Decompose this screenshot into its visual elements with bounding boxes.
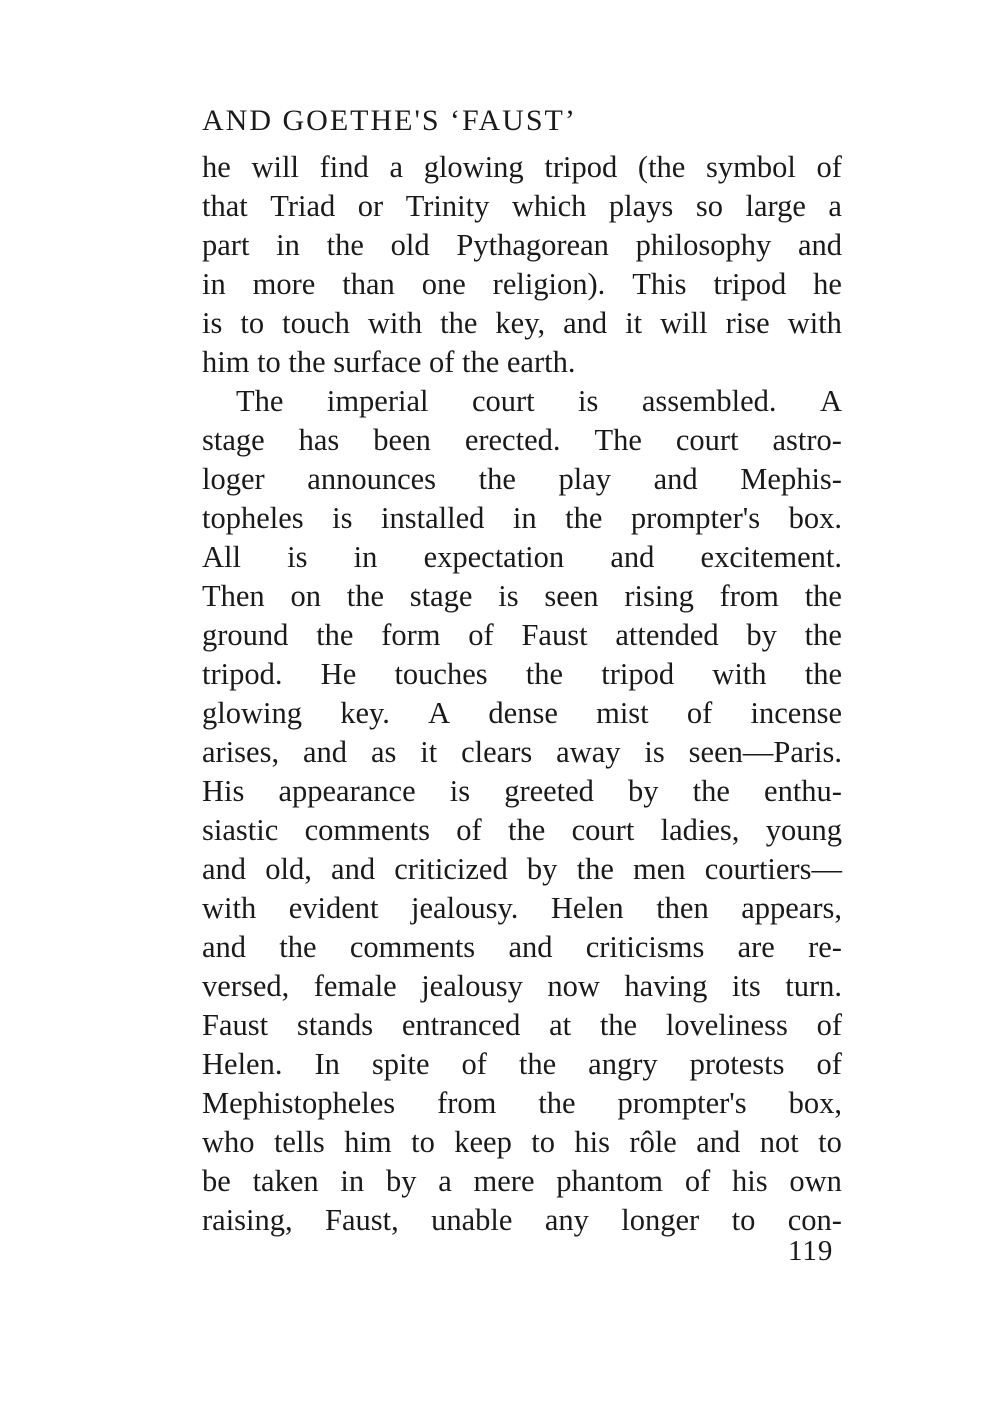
- word: from: [719, 579, 779, 613]
- word: to: [818, 1125, 842, 1159]
- word: one: [421, 267, 466, 301]
- word: rising: [624, 579, 694, 613]
- word: that: [202, 189, 248, 223]
- word: of: [816, 1008, 842, 1042]
- word: loger: [202, 462, 265, 496]
- word: in: [276, 228, 300, 262]
- word: installed: [381, 501, 485, 535]
- word: box,: [788, 1086, 842, 1120]
- word: the: [518, 1047, 557, 1081]
- word: Helen.: [202, 1047, 283, 1081]
- word: unable: [431, 1203, 513, 1237]
- word: court: [675, 423, 739, 457]
- word: of: [816, 150, 842, 184]
- word: protests: [689, 1047, 785, 1081]
- word: from: [437, 1086, 497, 1120]
- word: arises,: [202, 735, 280, 769]
- word: in: [512, 501, 537, 535]
- body-text: [202, 148, 842, 1240]
- word: glowing: [202, 696, 302, 730]
- word: stage: [202, 423, 265, 457]
- word: symbol: [706, 150, 796, 184]
- word: the: [576, 852, 614, 886]
- word: The: [236, 384, 284, 418]
- word: angry: [588, 1047, 658, 1081]
- word: comments: [304, 813, 430, 847]
- word: mere: [473, 1164, 535, 1198]
- word: old,: [265, 852, 312, 886]
- word: stage: [409, 579, 473, 613]
- word: A: [428, 696, 451, 730]
- word: and: [331, 852, 376, 886]
- text-line: [202, 577, 842, 616]
- text-line: him to the surface of the earth.: [202, 345, 576, 379]
- word: In: [314, 1047, 340, 1081]
- word: criticisms: [585, 930, 705, 964]
- word: of: [684, 1164, 711, 1198]
- word: Mephistopheles: [202, 1086, 396, 1120]
- word: his: [732, 1164, 768, 1198]
- word: a: [389, 150, 403, 184]
- word: of: [456, 813, 482, 847]
- word: who: [202, 1125, 255, 1159]
- word: is: [449, 774, 471, 808]
- word: This: [632, 267, 687, 301]
- word: the: [316, 618, 354, 652]
- word: the: [346, 579, 384, 613]
- word: the: [804, 579, 842, 613]
- word: young: [765, 813, 842, 847]
- word: His: [202, 774, 245, 808]
- word: touches: [394, 657, 488, 691]
- word: Faust: [202, 1008, 269, 1042]
- word: A: [819, 384, 842, 418]
- word: touch: [282, 306, 350, 340]
- word: philosophy: [635, 228, 772, 262]
- text-line: [202, 694, 842, 733]
- word: seen: [544, 579, 599, 613]
- word: is: [578, 384, 599, 418]
- word: key,: [495, 306, 546, 340]
- word: he: [813, 267, 842, 301]
- word: is: [287, 540, 308, 574]
- word: on: [290, 579, 321, 613]
- word: the: [804, 618, 842, 652]
- word: own: [789, 1164, 842, 1198]
- word: (the: [637, 150, 686, 184]
- word: of: [468, 618, 494, 652]
- word: raising,: [202, 1203, 293, 1237]
- text-line: [202, 1045, 842, 1084]
- word: astro-: [772, 423, 842, 457]
- word: versed,: [202, 969, 290, 1003]
- word: religion).: [492, 267, 606, 301]
- word: con-: [787, 1203, 842, 1237]
- text-line: [202, 1162, 842, 1201]
- word: and: [610, 540, 655, 574]
- word: ladies,: [660, 813, 740, 847]
- word: find: [319, 150, 369, 184]
- word: with: [712, 657, 767, 691]
- word: the: [478, 462, 516, 496]
- word: by: [385, 1164, 417, 1198]
- word: tripod.: [202, 657, 283, 691]
- word: loveliness: [665, 1008, 788, 1042]
- text-line: [202, 967, 842, 1006]
- word: in: [340, 1164, 365, 1198]
- word: Trinity: [405, 189, 490, 223]
- word: away: [556, 735, 621, 769]
- word: and: [653, 462, 698, 496]
- word: erected.: [464, 423, 561, 457]
- text-line: [202, 1123, 842, 1162]
- word: comments: [349, 930, 476, 964]
- text-line: [202, 811, 842, 850]
- word: by: [628, 774, 659, 808]
- word: jealousy.: [411, 891, 519, 925]
- word: the: [326, 228, 364, 262]
- word: the: [692, 774, 730, 808]
- word: to: [240, 306, 265, 340]
- word: is: [332, 501, 353, 535]
- word: not: [759, 1125, 799, 1159]
- word: incense: [750, 696, 842, 730]
- word: the: [565, 501, 603, 535]
- word: of: [816, 1047, 842, 1081]
- word: are: [737, 930, 775, 964]
- word: in: [353, 540, 378, 574]
- text-line: [202, 1201, 842, 1240]
- text-line: [202, 850, 842, 889]
- word: rise: [725, 306, 770, 340]
- text-line: [202, 1084, 842, 1123]
- word: The: [594, 423, 642, 457]
- word: it: [625, 306, 643, 340]
- word: longer: [621, 1203, 700, 1237]
- word: form: [381, 618, 441, 652]
- word: plays: [608, 189, 674, 223]
- word: and: [508, 930, 553, 964]
- word: turn.: [785, 969, 842, 1003]
- word: has: [298, 423, 340, 457]
- word: tells: [273, 1125, 325, 1159]
- word: been: [373, 423, 431, 457]
- word: court: [571, 813, 635, 847]
- word: tripod: [713, 267, 787, 301]
- word: stands: [296, 1008, 374, 1042]
- text-line: [202, 616, 842, 655]
- word: part: [202, 228, 250, 262]
- word: the: [508, 813, 546, 847]
- running-head: AND GOETHE'S ‘FAUST’: [202, 104, 577, 137]
- text-line: [202, 538, 842, 577]
- word: key.: [340, 696, 390, 730]
- text-line: [202, 928, 842, 967]
- word: evident: [288, 891, 379, 925]
- text-line: [202, 226, 842, 265]
- word: be: [202, 1164, 231, 1198]
- word: or: [357, 189, 384, 223]
- word: phantom: [556, 1164, 664, 1198]
- word: greeted: [504, 774, 594, 808]
- word: will: [660, 306, 708, 340]
- word: spite: [371, 1047, 430, 1081]
- word: glowing: [423, 150, 524, 184]
- word: with: [367, 306, 423, 340]
- word: with: [202, 891, 257, 925]
- word: it: [420, 735, 438, 769]
- word: appears,: [741, 891, 842, 925]
- word: having: [624, 969, 708, 1003]
- word: topheles: [202, 501, 304, 535]
- word: jealousy: [421, 969, 523, 1003]
- word: assembled.: [641, 384, 777, 418]
- word: a: [438, 1164, 452, 1198]
- word: box.: [788, 501, 842, 535]
- word: female: [313, 969, 397, 1003]
- word: to: [531, 1125, 555, 1159]
- word: taken: [252, 1164, 319, 1198]
- word: the: [599, 1008, 638, 1042]
- word: by: [526, 852, 558, 886]
- word: criticized: [394, 852, 508, 886]
- word: courtiers—: [704, 852, 842, 886]
- text-line: [202, 148, 842, 187]
- word: prompter's: [617, 1086, 747, 1120]
- text-line: [202, 499, 842, 538]
- word: appearance: [278, 774, 416, 808]
- text-line: [202, 421, 842, 460]
- word: its: [731, 969, 761, 1003]
- text-line: [202, 1006, 842, 1045]
- word: court: [471, 384, 535, 418]
- word: now: [547, 969, 600, 1003]
- word: the: [538, 1086, 576, 1120]
- word: more: [252, 267, 316, 301]
- word: he: [202, 150, 231, 184]
- word: tripod: [544, 150, 618, 184]
- word: announces: [307, 462, 437, 496]
- word: dense: [488, 696, 558, 730]
- word: siastic: [202, 813, 279, 847]
- word: seen—Paris.: [688, 735, 842, 769]
- word: of: [686, 696, 713, 730]
- word: tripod: [601, 657, 675, 691]
- word: Triad: [270, 189, 336, 223]
- word: ground: [202, 618, 289, 652]
- word: Faust: [521, 618, 588, 652]
- word: Mephis-: [740, 462, 842, 496]
- word: All: [202, 540, 241, 574]
- text-line: [202, 733, 842, 772]
- word: him: [344, 1125, 392, 1159]
- page-number: 119: [788, 1235, 834, 1267]
- text-line: [202, 889, 842, 928]
- word: play: [558, 462, 612, 496]
- word: his: [574, 1125, 610, 1159]
- word: the: [525, 657, 564, 691]
- word: old: [390, 228, 430, 262]
- word: in: [202, 267, 226, 301]
- word: attended: [615, 618, 719, 652]
- word: the: [440, 306, 478, 340]
- word: large: [745, 189, 806, 223]
- word: and: [563, 306, 608, 340]
- word: mist: [596, 696, 649, 730]
- word: as: [370, 735, 397, 769]
- word: any: [544, 1203, 589, 1237]
- word: then: [656, 891, 709, 925]
- word: and: [202, 930, 247, 964]
- word: the: [804, 657, 842, 691]
- word: men: [633, 852, 686, 886]
- word: Helen: [550, 891, 624, 925]
- word: of: [461, 1047, 487, 1081]
- word: excitement.: [700, 540, 842, 574]
- text-line: [202, 304, 842, 343]
- word: rôle: [629, 1125, 677, 1159]
- word: entranced: [401, 1008, 521, 1042]
- word: He: [320, 657, 357, 691]
- word: at: [549, 1008, 572, 1042]
- word: and: [202, 852, 247, 886]
- word: keep: [454, 1125, 512, 1159]
- word: is: [498, 579, 519, 613]
- word: Faust,: [325, 1203, 399, 1237]
- word: is: [644, 735, 665, 769]
- text-line: [202, 265, 842, 304]
- word: will: [251, 150, 299, 184]
- text-line: [202, 772, 842, 811]
- word: re-: [808, 930, 842, 964]
- word: which: [511, 189, 587, 223]
- word: to: [731, 1203, 756, 1237]
- word: with: [787, 306, 842, 340]
- word: and: [302, 735, 348, 769]
- word: expectation: [423, 540, 565, 574]
- text-line: [202, 460, 842, 499]
- text-line: [202, 187, 842, 226]
- word: imperial: [326, 384, 429, 418]
- text-line: [202, 655, 842, 694]
- word: is: [202, 306, 223, 340]
- word: by: [746, 618, 777, 652]
- word: enthu-: [764, 774, 842, 808]
- word: Pythagorean: [456, 228, 609, 262]
- word: so: [695, 189, 723, 223]
- word: clears: [461, 735, 533, 769]
- word: to: [411, 1125, 435, 1159]
- word: the: [279, 930, 317, 964]
- word: prompter's: [630, 501, 761, 535]
- word: a: [828, 189, 842, 223]
- word: and: [696, 1125, 741, 1159]
- word: Then: [202, 579, 265, 613]
- text-line: [202, 382, 842, 421]
- word: than: [342, 267, 395, 301]
- word: and: [797, 228, 842, 262]
